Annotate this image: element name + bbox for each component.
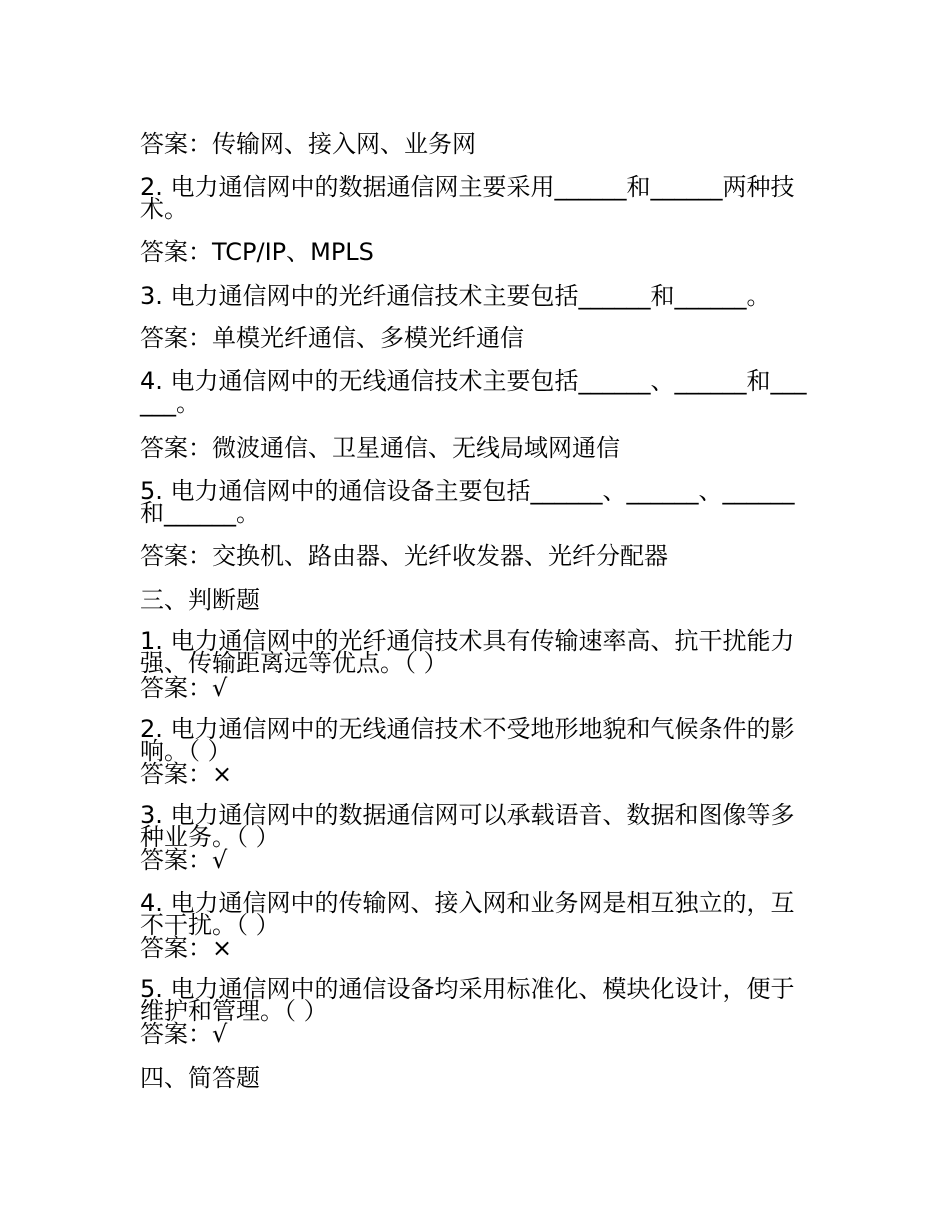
answer-line: 答案：TCP/IP、MPLS [140,238,374,266]
judge-question: 4. 电力通信网中的传输网、接入网和业务网是相互独立的，互不干扰。（ ） [140,889,795,939]
judge-question: 5. 电力通信网中的通信设备均采用标准化、模块化设计，便于维护和管理。（ ） [140,975,795,1025]
question-line: 5. 电力通信网中的通信设备主要包括______、______、______和______。 [140,477,795,527]
judge-answer: 答案：√ [140,1020,228,1048]
question-line: 3. 电力通信网中的光纤通信技术主要包括______和______。 [140,282,771,310]
section-heading: 三、判断题 [140,586,260,614]
judge-answer: 答案：× [140,934,233,962]
judge-question: 2. 电力通信网中的无线通信技术不受地形地貌和气候条件的影响。（ ） [140,715,795,765]
answer-line: 答案：微波通信、卫星通信、无线局域网通信 [140,434,620,462]
answer-line: 答案：交换机、路由器、光纤收发器、光纤分配器 [140,542,668,570]
judge-answer: 答案：√ [140,674,228,702]
judge-question: 3. 电力通信网中的数据通信网可以承载语音、数据和图像等多种业务。（ ） [140,801,795,851]
question-line: 2. 电力通信网中的数据通信网主要采用______和______两种技术。 [140,173,795,223]
section-heading: 四、简答题 [140,1064,260,1092]
answer-line: 答案：单模光纤通信、多模光纤通信 [140,324,524,352]
judge-question: 1. 电力通信网中的光纤通信技术具有传输速率高、抗干扰能力强、传输距离远等优点。（ ） [140,627,795,677]
answer-line: 答案：传输网、接入网、业务网 [140,130,476,158]
judge-answer: 答案：× [140,760,233,788]
question-line: 4. 电力通信网中的无线通信技术主要包括______、______和______。 [140,367,807,417]
judge-answer: 答案：√ [140,846,228,874]
